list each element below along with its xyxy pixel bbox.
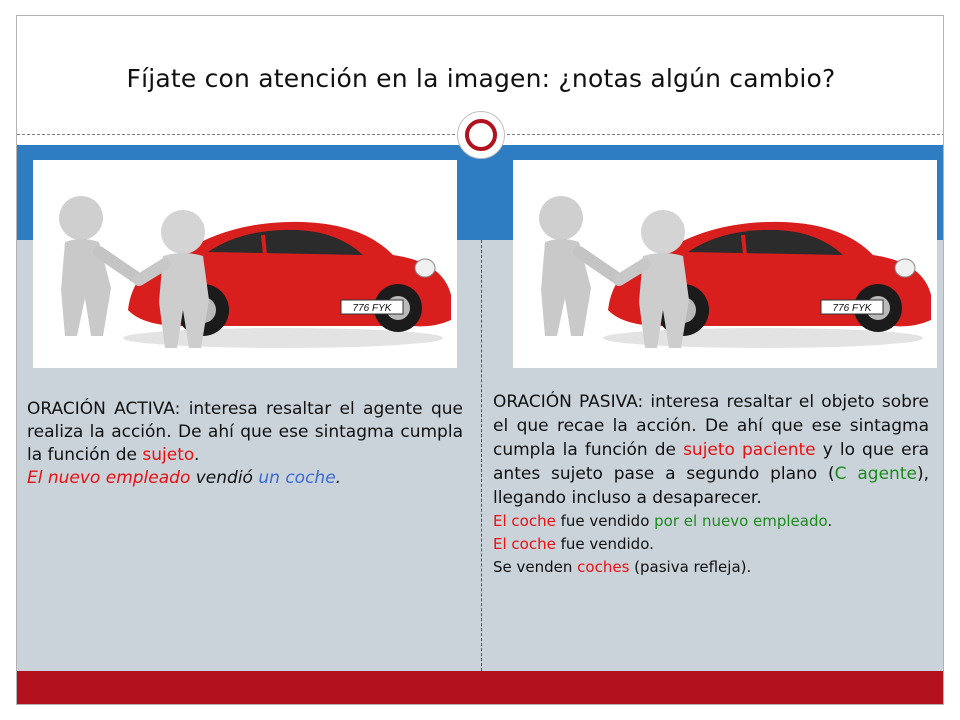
punctuation: .	[827, 512, 833, 530]
circle-ornament-icon	[457, 111, 505, 159]
example-note: (pasiva refleja).	[629, 558, 752, 576]
passive-example-3	[493, 556, 929, 579]
highlight-sujeto: sujeto	[142, 445, 194, 465]
passive-definition-end: ), llegando incluso a desaparecer.	[493, 464, 930, 508]
passive-example-1	[493, 510, 929, 533]
highlight-c-agente: C agente	[834, 464, 917, 484]
active-sentence-text	[27, 398, 463, 490]
passive-definition-mid: y lo que era antes sujeto pase a segundo plano (	[493, 440, 929, 484]
passive-definition	[493, 390, 929, 510]
example-verb: vendió	[190, 468, 259, 488]
car-and-figures-image	[513, 160, 937, 368]
ring-icon	[465, 119, 497, 151]
example-subject: El nuevo empleado	[27, 468, 191, 488]
column-divider	[481, 240, 482, 671]
active-definition-text: ORACIÓN ACTIVA: interesa resaltar el agente que realiza la acción. De ahí que ese sintagma cumpla la función de	[27, 399, 463, 465]
license-plate: 776 FYK	[352, 303, 392, 314]
example-subject: El coche	[493, 535, 556, 553]
example-verb: fue vendido.	[555, 535, 654, 553]
punctuation: .	[335, 468, 342, 488]
example-verb: fue vendido	[555, 512, 655, 530]
highlight-sujeto-paciente: sujeto paciente	[683, 440, 816, 460]
footer-bar	[17, 671, 944, 705]
passive-sentence-text	[493, 390, 929, 579]
example-subject: El coche	[493, 512, 556, 530]
passive-definition-text: ORACIÓN PASIVA: interesa resaltar el objeto sobre el que recae la acción. De ahí que ese sintagma cumpla la función de	[493, 392, 929, 460]
passive-example-2	[493, 533, 929, 556]
example-verb: Se venden	[493, 558, 578, 576]
active-example	[27, 467, 463, 490]
passive-examples	[493, 510, 929, 579]
car-and-figures-image	[33, 160, 457, 368]
example-subject: coches	[577, 558, 630, 576]
active-definition	[27, 398, 463, 467]
punctuation: .	[193, 445, 200, 465]
license-plate: 776 FYK	[832, 303, 872, 314]
slide	[16, 15, 944, 705]
example-agent: por el nuevo empleado	[654, 512, 828, 530]
slide-title: Fíjate con atención en la imagen: ¿notas algún cambio?	[126, 64, 836, 93]
image-passive	[513, 160, 937, 368]
example-object: un coche	[258, 468, 336, 488]
image-active	[33, 160, 457, 368]
